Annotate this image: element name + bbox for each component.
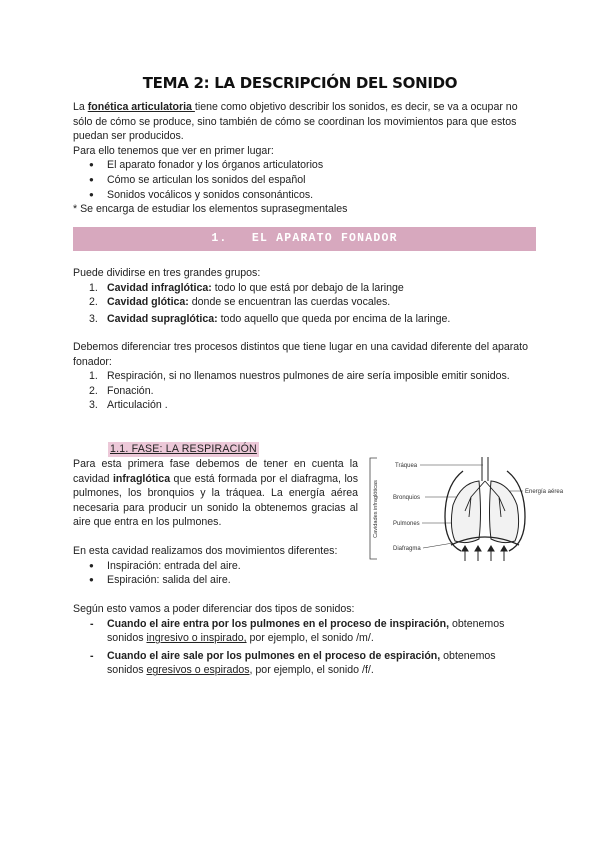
intro-block: [73, 100, 528, 217]
label-traquea: Tráquea: [395, 463, 418, 469]
list-item: [73, 295, 528, 310]
label-bronquios: Bronquios: [393, 495, 421, 501]
list-item: [73, 384, 528, 399]
paragraph-text: Para esta primera fase debemos de tener en cuenta la cavidad: [73, 458, 358, 485]
processes-block: [73, 340, 528, 413]
list-item: [73, 281, 528, 296]
item-text: obtenemos sonidos: [107, 617, 505, 645]
groups-block: [73, 266, 528, 326]
paragraph-text: que está formada por el diafragma, los pulmones, los bronquios y la tráquea. La energía aérea necesaria para producir un sonido la obtenemos gracias al aire que entra en los pulmones.: [73, 472, 358, 529]
item-text: Respiración, si no llenamos nuestros pulmones de aire sería imposible emitir sonidos.: [107, 370, 510, 383]
section-heading-bar: [73, 227, 536, 251]
item-number: 2.: [89, 296, 98, 309]
term-fonetica-articulatoria: fonética articulatoria: [87, 101, 195, 113]
sounds-list: [73, 617, 533, 678]
list-item: [73, 312, 528, 327]
sounds-block: [73, 602, 533, 678]
list-item: ● Espiración: salida del aire.: [73, 573, 528, 588]
item-text: donde se encuentran las cuerdas vocales.: [188, 296, 391, 309]
processes-list: [73, 369, 528, 413]
side-label: Cavidades infraglóticas: [373, 480, 379, 538]
item-number: 3.: [89, 312, 98, 325]
sounds-lead: Según esto vamos a poder diferenciar dos tipos de sonidos:: [73, 603, 355, 615]
groups-list: [73, 281, 528, 327]
item-number: 2.: [89, 384, 98, 397]
section-title: EL APARATO FONADOR: [251, 232, 398, 245]
item-text: todo aquello que queda por encima de la laringe.: [217, 312, 451, 325]
item-number: 1.: [89, 281, 98, 294]
item-term: Cavidad glótica:: [107, 296, 189, 309]
list-item: ● Sonidos vocálicos y sonidos consonánticos.: [73, 188, 528, 203]
item-term: Cuando el aire entra por los pulmones en el proceso de inspiración,: [107, 617, 450, 630]
item-term: Cavidad supraglótica:: [107, 312, 218, 325]
intro-paragraph: [73, 100, 528, 144]
processes-lead: Debemos diferenciar tres procesos distintos que tiene lugar en una cavidad diferente del aparato fonador:: [73, 341, 528, 368]
item-text: Fonación.: [107, 384, 154, 397]
item-text: Articulación .: [107, 399, 168, 412]
trachea-shape: [482, 457, 488, 481]
section-number: 1.: [211, 232, 228, 245]
item-text: obtenemos sonidos: [107, 649, 496, 677]
respiratory-system-diagram: [365, 455, 564, 563]
item-text: , por ejemplo, el sonido /f/.: [249, 664, 374, 677]
leader-line: [423, 543, 453, 548]
list-item: [73, 649, 533, 678]
list-item: ● Cómo se articulan los sonidos del español: [73, 173, 528, 188]
item-number: 1.: [89, 370, 98, 383]
item-number: 3.: [89, 399, 98, 412]
left-lung-shape: [451, 481, 480, 543]
intro-note: * Se encarga de estudiar los elementos suprasegmentales: [73, 203, 348, 216]
list-item: ● Inspiración: entrada del aire.: [73, 559, 528, 574]
item-text: por ejemplo, el sonido /m/.: [246, 632, 374, 645]
list-item: [73, 617, 533, 646]
intro-lead: Para ello tenemos que ver en primer lugar:: [73, 144, 274, 157]
item-term: Cavidad infraglótica:: [107, 281, 212, 294]
movements-lead: En esta cavidad realizamos dos movimientos diferentes:: [73, 545, 338, 557]
list-item: [73, 398, 528, 413]
intro-text: tiene como objetivo describir los sonidos, es decir, se va a ocupar no sólo de cómo se produce, sino también de cómo se coordinan los movimientos para que estos puedan ser producidos.: [73, 101, 518, 143]
label-diafragma: Diafragma: [393, 546, 421, 552]
subsection-heading: 1.1. FASE: LA RESPIRACIÓN: [110, 443, 257, 455]
intro-bullet-list: [73, 158, 528, 202]
label-pulmones: Pulmones: [393, 521, 420, 527]
intro-prefix: La: [73, 101, 88, 113]
item-underlined: egresivos o espirados: [146, 664, 250, 677]
page-title: TEMA 2: LA DESCRIPCIÓN DEL SONIDO: [142, 74, 458, 92]
label-energia-aerea: Energía aérea: [525, 489, 564, 495]
item-term: Cuando el aire sale por los pulmones en el proceso de espiración,: [107, 649, 441, 662]
item-underlined: ingresivo o inspirado,: [146, 632, 247, 645]
respiration-paragraph: [73, 457, 358, 530]
right-lung-shape: [490, 481, 519, 543]
term-infraglotica: infraglótica: [112, 472, 171, 485]
groups-lead: Puede dividirse en tres grandes grupos:: [73, 267, 261, 279]
item-text: todo lo que está por debajo de la laringe: [211, 281, 404, 294]
list-item: ● El aparato fonador y los órganos articulatorios: [73, 158, 528, 173]
airflow-arrows: [462, 546, 507, 561]
list-item: [73, 369, 528, 384]
